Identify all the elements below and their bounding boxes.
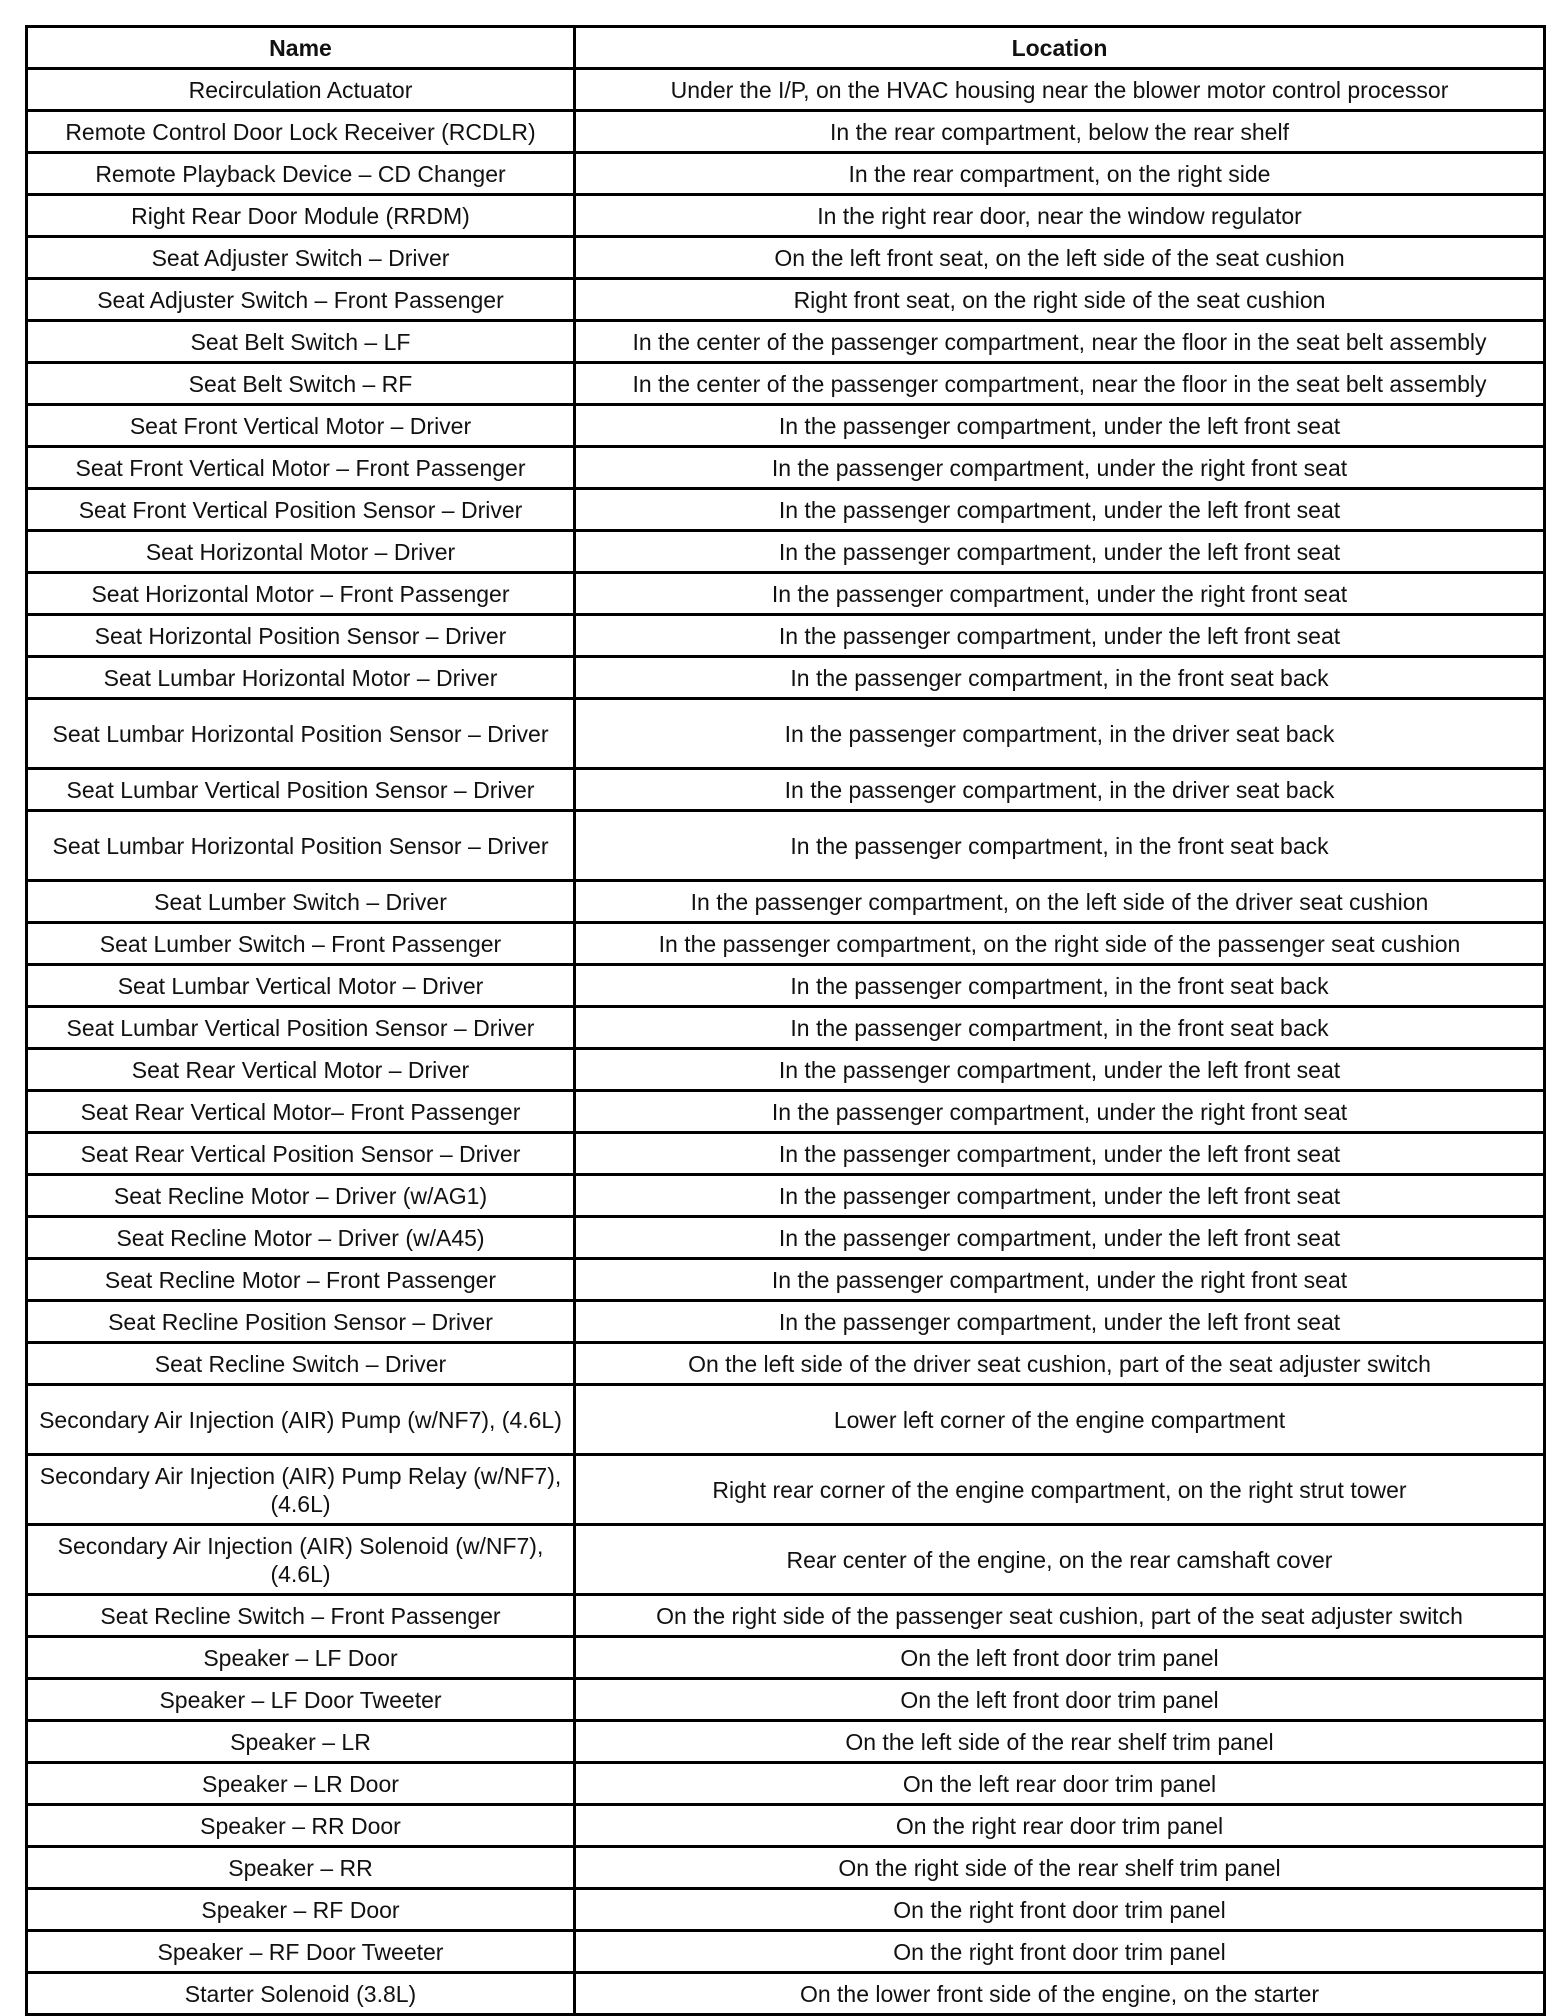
component-location-cell: On the right front door trim panel (575, 1931, 1545, 1973)
table-row (27, 1385, 1545, 1455)
table-row (27, 153, 1545, 195)
table-row (27, 279, 1545, 321)
component-name-cell: Seat Lumbar Vertical Position Sensor – Driver (27, 1007, 575, 1049)
component-location-cell: In the passenger compartment, in the driver seat back (575, 699, 1545, 769)
component-name-cell: Remote Playback Device – CD Changer (27, 153, 575, 195)
component-name-cell: Seat Rear Vertical Position Sensor – Driver (27, 1133, 575, 1175)
component-name-cell: Right Rear Door Module (RRDM) (27, 195, 575, 237)
table-row (27, 1973, 1545, 2015)
component-name-cell: Speaker – LF Door Tweeter (27, 1679, 575, 1721)
component-name-cell: Secondary Air Injection (AIR) Pump Relay (w/NF7), (4.6L) (27, 1455, 575, 1525)
component-location-cell: In the passenger compartment, under the left front seat (575, 1175, 1545, 1217)
component-location-cell: On the left rear door trim panel (575, 1763, 1545, 1805)
component-location-cell: On the lower front side of the engine, on the starter (575, 1973, 1545, 2015)
table-row (27, 615, 1545, 657)
table-row (27, 69, 1545, 111)
table-row (27, 769, 1545, 811)
component-name-cell: Seat Horizontal Motor – Front Passenger (27, 573, 575, 615)
table-row (27, 1049, 1545, 1091)
table-row (27, 1931, 1545, 1973)
component-name-cell: Seat Horizontal Motor – Driver (27, 531, 575, 573)
table-row (27, 1091, 1545, 1133)
component-name-cell: Seat Rear Vertical Motor– Front Passenger (27, 1091, 575, 1133)
component-location-cell: In the center of the passenger compartment, near the floor in the seat belt assembly (575, 321, 1545, 363)
component-name-cell: Seat Lumbar Vertical Motor – Driver (27, 965, 575, 1007)
component-name-cell: Seat Front Vertical Motor – Driver (27, 405, 575, 447)
component-location-cell: In the passenger compartment, under the left front seat (575, 1217, 1545, 1259)
component-name-cell: Seat Lumbar Horizontal Position Sensor – Driver (27, 699, 575, 769)
table-row (27, 321, 1545, 363)
table-row (27, 1217, 1545, 1259)
component-location-cell: On the right side of the passenger seat cushion, part of the seat adjuster switch (575, 1595, 1545, 1637)
table-row (27, 405, 1545, 447)
table-body (27, 69, 1545, 2015)
component-name-cell: Seat Horizontal Position Sensor – Driver (27, 615, 575, 657)
component-name-cell: Seat Belt Switch – LF (27, 321, 575, 363)
component-location-cell: On the left side of the rear shelf trim panel (575, 1721, 1545, 1763)
component-location-cell: In the passenger compartment, under the right front seat (575, 573, 1545, 615)
table-row (27, 1847, 1545, 1889)
table-row (27, 237, 1545, 279)
component-name-cell: Secondary Air Injection (AIR) Solenoid (w/NF7), (4.6L) (27, 1525, 575, 1595)
component-location-cell: In the passenger compartment, under the right front seat (575, 1259, 1545, 1301)
component-location-cell: In the passenger compartment, in the front seat back (575, 1007, 1545, 1049)
component-location-cell: On the left front door trim panel (575, 1637, 1545, 1679)
table-row (27, 1763, 1545, 1805)
component-name-cell: Seat Recline Motor – Driver (w/AG1) (27, 1175, 575, 1217)
component-name-cell: Speaker – LR (27, 1721, 575, 1763)
component-name-cell: Seat Lumbar Vertical Position Sensor – Driver (27, 769, 575, 811)
component-location-cell: In the passenger compartment, under the left front seat (575, 615, 1545, 657)
component-location-cell: In the passenger compartment, in the front seat back (575, 965, 1545, 1007)
component-location-cell: In the passenger compartment, in the driver seat back (575, 769, 1545, 811)
component-name-cell: Seat Recline Motor – Driver (w/A45) (27, 1217, 575, 1259)
component-location-cell: In the passenger compartment, under the left front seat (575, 489, 1545, 531)
header-location: Location (575, 27, 1545, 69)
component-name-cell: Secondary Air Injection (AIR) Pump (w/NF7), (4.6L) (27, 1385, 575, 1455)
component-name-cell: Seat Belt Switch – RF (27, 363, 575, 405)
component-name-cell: Remote Control Door Lock Receiver (RCDLR) (27, 111, 575, 153)
component-location-cell: In the passenger compartment, under the left front seat (575, 1133, 1545, 1175)
component-name-cell: Speaker – RF Door (27, 1889, 575, 1931)
component-location-cell: In the passenger compartment, in the front seat back (575, 811, 1545, 881)
component-location-cell: In the passenger compartment, under the left front seat (575, 1049, 1545, 1091)
component-location-cell: In the passenger compartment, under the right front seat (575, 1091, 1545, 1133)
component-location-table-container (25, 25, 1543, 2016)
table-row (27, 1805, 1545, 1847)
table-row (27, 811, 1545, 881)
table-row (27, 699, 1545, 769)
table-row (27, 111, 1545, 153)
table-row (27, 965, 1545, 1007)
component-location-cell: In the passenger compartment, under the left front seat (575, 531, 1545, 573)
component-name-cell: Seat Adjuster Switch – Driver (27, 237, 575, 279)
component-location-cell: Right rear corner of the engine compartment, on the right strut tower (575, 1455, 1545, 1525)
table-row (27, 1679, 1545, 1721)
component-name-cell: Seat Recline Switch – Driver (27, 1343, 575, 1385)
table-header-row (27, 27, 1545, 69)
component-location-cell: Rear center of the engine, on the rear camshaft cover (575, 1525, 1545, 1595)
table-row (27, 363, 1545, 405)
table-row (27, 923, 1545, 965)
component-name-cell: Seat Front Vertical Motor – Front Passenger (27, 447, 575, 489)
table-row (27, 1007, 1545, 1049)
component-location-cell: Lower left corner of the engine compartment (575, 1385, 1545, 1455)
component-location-cell: In the rear compartment, on the right side (575, 153, 1545, 195)
component-name-cell: Seat Rear Vertical Motor – Driver (27, 1049, 575, 1091)
table-row (27, 531, 1545, 573)
component-name-cell: Speaker – RR Door (27, 1805, 575, 1847)
component-name-cell: Seat Lumber Switch – Front Passenger (27, 923, 575, 965)
table-row (27, 447, 1545, 489)
table-row (27, 1175, 1545, 1217)
component-name-cell: Seat Adjuster Switch – Front Passenger (27, 279, 575, 321)
component-location-cell: In the passenger compartment, on the right side of the passenger seat cushion (575, 923, 1545, 965)
component-location-cell: In the passenger compartment, under the right front seat (575, 447, 1545, 489)
component-location-table (25, 25, 1546, 2016)
component-location-cell: On the left front door trim panel (575, 1679, 1545, 1721)
component-name-cell: Seat Recline Position Sensor – Driver (27, 1301, 575, 1343)
component-location-cell: In the rear compartment, below the rear shelf (575, 111, 1545, 153)
table-row (27, 1525, 1545, 1595)
header-name: Name (27, 27, 575, 69)
component-name-cell: Starter Solenoid (3.8L) (27, 1973, 575, 2015)
component-location-cell: In the passenger compartment, in the front seat back (575, 657, 1545, 699)
table-row (27, 1637, 1545, 1679)
component-location-cell: In the right rear door, near the window regulator (575, 195, 1545, 237)
table-row (27, 1595, 1545, 1637)
component-name-cell: Seat Front Vertical Position Sensor – Driver (27, 489, 575, 531)
component-location-cell: In the passenger compartment, on the left side of the driver seat cushion (575, 881, 1545, 923)
component-location-cell: On the left front seat, on the left side of the seat cushion (575, 237, 1545, 279)
table-row (27, 657, 1545, 699)
table-row (27, 1721, 1545, 1763)
component-name-cell: Recirculation Actuator (27, 69, 575, 111)
component-name-cell: Speaker – LF Door (27, 1637, 575, 1679)
component-location-cell: In the passenger compartment, under the left front seat (575, 1301, 1545, 1343)
component-name-cell: Seat Lumbar Horizontal Motor – Driver (27, 657, 575, 699)
table-row (27, 195, 1545, 237)
component-location-cell: On the left side of the driver seat cushion, part of the seat adjuster switch (575, 1343, 1545, 1385)
table-row (27, 881, 1545, 923)
table-row (27, 573, 1545, 615)
table-row (27, 489, 1545, 531)
table-row (27, 1343, 1545, 1385)
component-name-cell: Seat Lumber Switch – Driver (27, 881, 575, 923)
component-location-cell: On the right rear door trim panel (575, 1805, 1545, 1847)
component-location-cell: In the passenger compartment, under the left front seat (575, 405, 1545, 447)
component-location-cell: In the center of the passenger compartment, near the floor in the seat belt assembly (575, 363, 1545, 405)
component-name-cell: Seat Recline Switch – Front Passenger (27, 1595, 575, 1637)
component-location-cell: On the right side of the rear shelf trim panel (575, 1847, 1545, 1889)
component-location-cell: On the right front door trim panel (575, 1889, 1545, 1931)
component-location-cell: Right front seat, on the right side of the seat cushion (575, 279, 1545, 321)
table-row (27, 1301, 1545, 1343)
table-row (27, 1259, 1545, 1301)
component-location-cell: Under the I/P, on the HVAC housing near the blower motor control processor (575, 69, 1545, 111)
component-name-cell: Seat Lumbar Horizontal Position Sensor – Driver (27, 811, 575, 881)
component-name-cell: Seat Recline Motor – Front Passenger (27, 1259, 575, 1301)
table-row (27, 1133, 1545, 1175)
component-name-cell: Speaker – LR Door (27, 1763, 575, 1805)
component-name-cell: Speaker – RR (27, 1847, 575, 1889)
table-row (27, 1455, 1545, 1525)
table-row (27, 1889, 1545, 1931)
component-name-cell: Speaker – RF Door Tweeter (27, 1931, 575, 1973)
